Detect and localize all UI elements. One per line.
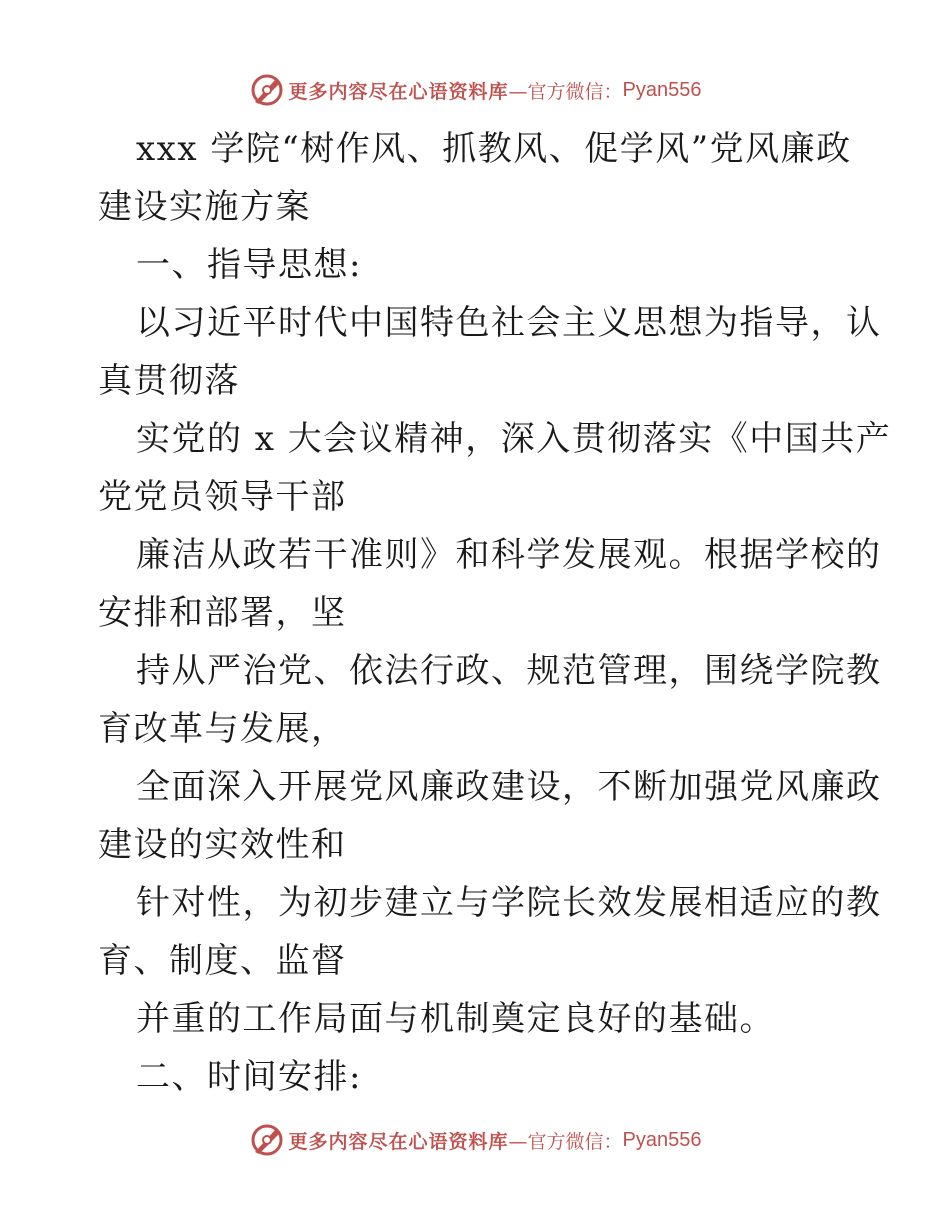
paragraph-line: 育改革与发展， (98, 709, 347, 749)
document-title-line: 建设实施方案 (98, 187, 311, 227)
quill-logo-icon (249, 1122, 285, 1158)
paragraph (98, 874, 882, 990)
paragraph-line: 建设的实效性和 (98, 825, 347, 865)
quill-logo-icon (249, 72, 285, 108)
paragraph-line: 廉洁从政若干准则》和科学发展观。根据学校的 (136, 535, 882, 575)
paragraph-line: 育、制度、监督 (98, 941, 347, 981)
paragraph-line: 党党员领导干部 (98, 477, 347, 517)
paragraph-line: 针对性，为初步建立与学院长效发展相适应的教 (136, 883, 882, 923)
paragraph-line: 持从严治党、依法行政、规范管理，围绕学院教 (136, 651, 882, 691)
watermark-contact-label: —官方微信： (508, 1130, 623, 1153)
document-body (98, 120, 892, 1106)
paragraph-line: 以习近平时代中国特色社会主义思想为指导，认 (136, 303, 882, 343)
paragraph (98, 294, 882, 410)
footer-watermark-banner (0, 1118, 950, 1162)
watermark-slogan: 更多内容尽在心语资料库 (288, 1130, 509, 1153)
paragraph (98, 990, 858, 1048)
section-heading-text: 一、指导思想: (136, 245, 362, 285)
paragraph (98, 410, 892, 526)
paragraph (98, 526, 882, 642)
watermark-wechat-id: Pyan556 (622, 1128, 702, 1151)
section-heading-text: 二、时间安排: (136, 1057, 362, 1097)
section-heading-guiding-ideology (98, 236, 858, 294)
watermark-slogan: 更多内容尽在心语资料库 (288, 80, 509, 103)
watermark-contact-label: —官方微信： (508, 80, 623, 103)
paragraph (98, 758, 882, 874)
document-title (98, 120, 858, 236)
paragraph-line: 全面深入开展党风廉政建设，不断加强党风廉政 (136, 767, 882, 807)
paragraph-line: 安排和部署，坚 (98, 593, 347, 633)
section-heading-time-schedule (98, 1048, 858, 1106)
paragraph (98, 642, 882, 758)
paragraph-line: 并重的工作局面与机制奠定良好的基础。 (136, 999, 775, 1039)
watermark-wechat-id: Pyan556 (622, 78, 702, 101)
header-watermark-banner (0, 68, 950, 112)
paragraph-line: 实党的 x 大会议精神，深入贯彻落实《中国共产 (136, 419, 892, 459)
paragraph-line: 真贯彻落 (98, 361, 240, 401)
document-title-line: xxx 学院“树作风、抓教风、促学风”党风廉政 (136, 129, 852, 169)
